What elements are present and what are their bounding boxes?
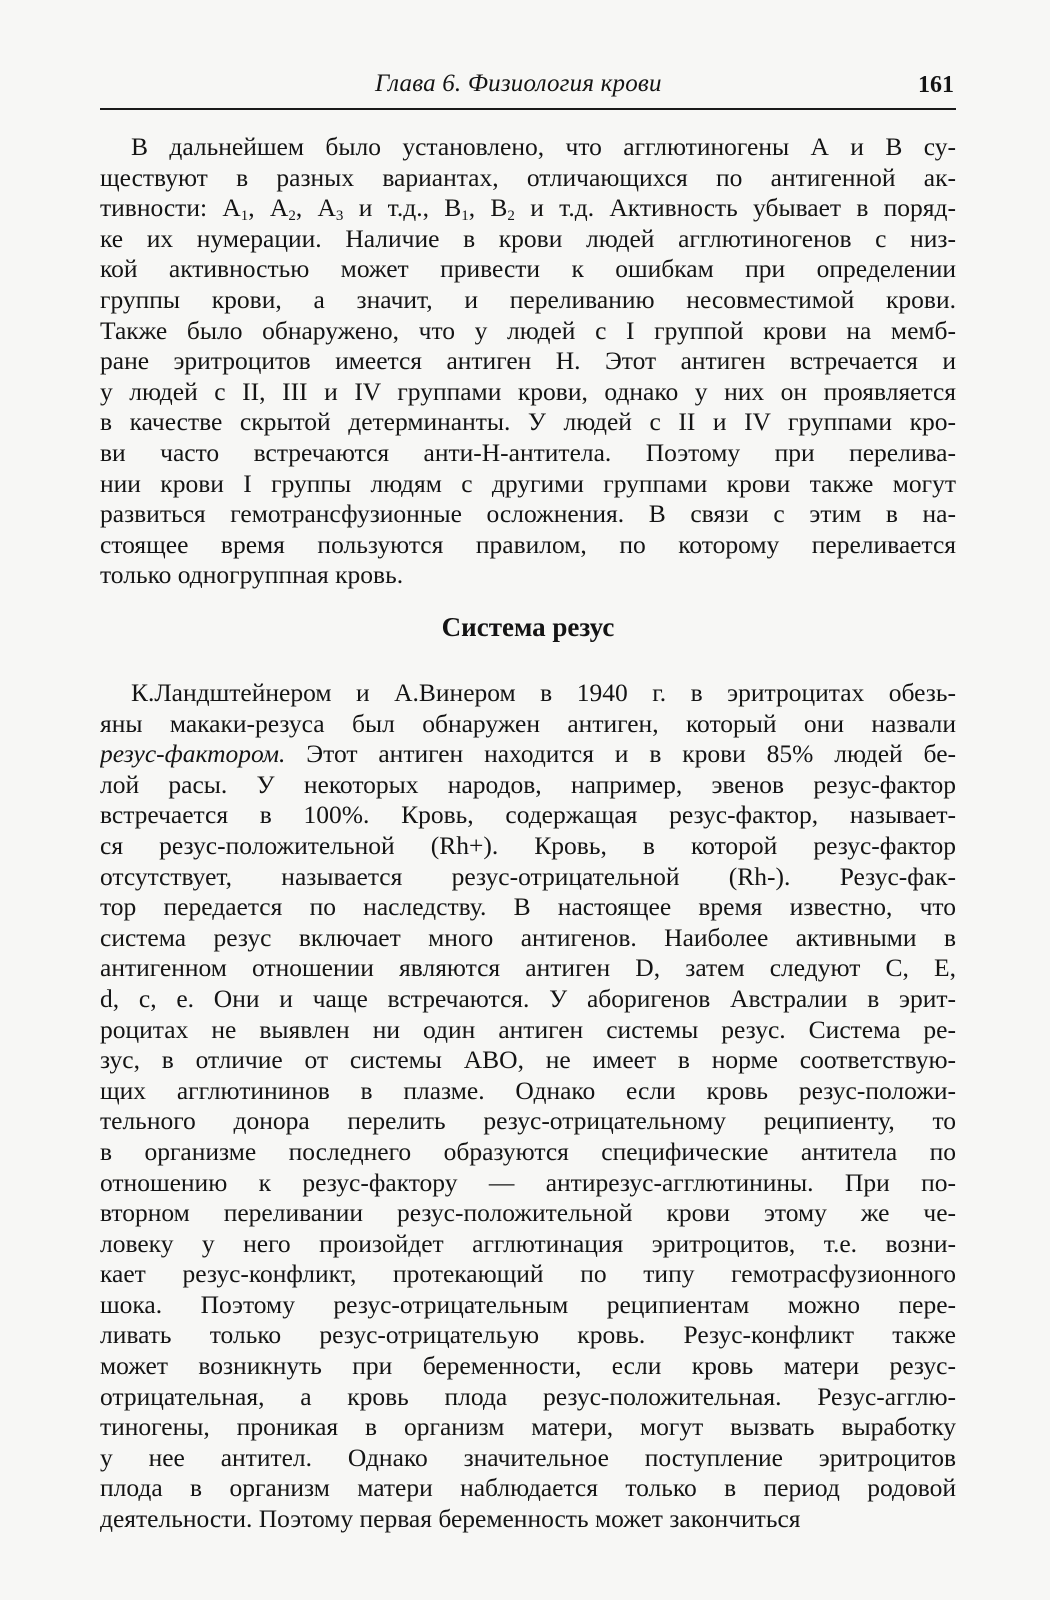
text-line: d, с, е. Они и чаще встречаются. У аборигенов Австралии в эрит- — [100, 983, 956, 1013]
text-line: ливать только резус-отрицательую кровь. Резус-конфликт также — [100, 1320, 956, 1350]
page-header — [100, 64, 956, 110]
text-line: вторном переливании резус-положительной крови этому же че- — [100, 1198, 956, 1228]
text-line: система резус включает много антигенов. Наиболее активными в — [100, 922, 956, 952]
text-line: развиться гемотрансфузионные осложнения. В связи с этим в на- — [100, 499, 956, 529]
text-line: лой расы. У некоторых народов, например, эвенов резус-фактор — [100, 769, 956, 799]
page-number: 161 — [918, 72, 954, 98]
text-line: ловеку у него произойдет агглютинация эритроцитов, т.е. возни- — [100, 1228, 956, 1258]
text-line: тор передается по наследству. В настоящее время известно, что — [100, 892, 956, 922]
text-line: антигенном отношении являются антиген D, затем следуют С, Е, — [100, 953, 956, 983]
text-line: у людей с II, III и IV группами крови, однако у них он проявляется — [100, 376, 956, 406]
text-line: отрицательная, а кровь плода резус-положительная. Резус-агглю- — [100, 1381, 956, 1411]
text-line: ществуют в разных вариантах, отличающихся по антигенной ак- — [100, 162, 956, 192]
text-line: встречается в 100%. Кровь, содержащая резус-фактор, называет- — [100, 800, 956, 830]
subscript: 3 — [335, 208, 344, 224]
text-line: в организме последнего образуются специфические антитела по — [100, 1136, 956, 1166]
text-line: Также было обнаружено, что у людей с I группой крови на мемб- — [100, 315, 956, 345]
text-line: ви часто встречаются анти-Н-антитела. Поэтому при перелива- — [100, 437, 956, 467]
text-line: кает резус-конфликт, протекающий по типу гемотрасфузионного — [100, 1259, 956, 1289]
text-line: ся резус-положительной (Rh+). Кровь, в которой резус-фактор — [100, 830, 956, 860]
subscript: 2 — [507, 208, 515, 224]
text-line: у нее антител. Однако значительное поступление эритроцитов — [100, 1442, 956, 1472]
paragraph-blood-groups — [100, 132, 956, 591]
text-line: может возникнуть при беременности, если кровь матери резус- — [100, 1351, 956, 1381]
text-line: резус-фактором. Этот антиген находится и в крови 85% людей бе- — [100, 739, 956, 769]
text-line: кой активностью может привести к ошибкам при определении — [100, 254, 956, 284]
text-line: роцитах не выявлен ни один антиген системы резус. Система ре- — [100, 1014, 956, 1044]
text-line: В дальнейшем было установлено, что агглютиногены А и В су- — [131, 132, 956, 161]
text-line: ке их нумерации. Наличие в крови людей агглютиногенов с низ- — [100, 223, 956, 253]
text-line: отсутствует, называется резус-отрицательной (Rh-). Резус-фак- — [100, 861, 956, 891]
italic-term: резус-фактором. — [100, 739, 286, 769]
text-line: тивности: $А_1$, $А_2$, $А_3$ и т.д., $В_1$, $В_2$ и т.д. Активность убывает в поряд- — [100, 193, 956, 224]
running-title: Глава 6. Физиология крови — [375, 70, 662, 97]
text-line: шока. Поэтому резус-отрицательным реципиентам можно пере- — [100, 1289, 956, 1319]
text-line: плода в организм матери наблюдается только в период родовой — [100, 1473, 956, 1503]
text-line: отношению к резус-фактору — антирезус-агглютинины. При по- — [100, 1167, 956, 1197]
text-line: тельного донора перелить резус-отрицательному реципиенту, то — [100, 1106, 956, 1136]
text-line: ране эритроцитов имеется антиген Н. Этот антиген встречается и — [100, 346, 956, 376]
paragraph-rhesus-system — [100, 678, 956, 1535]
subscript: 1 — [461, 208, 469, 224]
text-line: группы крови, а значит, и переливанию несовместимой крови. — [100, 284, 956, 314]
text-line: яны макаки-резуса был обнаружен антиген, который они назвали — [100, 708, 956, 738]
subscript: 2 — [288, 208, 296, 224]
text-line: щих агглютининов в плазме. Однако если кровь резус-положи- — [100, 1075, 956, 1105]
section-heading: Система резус — [441, 612, 615, 642]
subscript: 1 — [240, 208, 249, 224]
text-line: тиногены, проникая в организм матери, могут вызвать выработку — [100, 1412, 956, 1442]
text-line: стоящее время пользуются правилом, по которому переливается — [100, 529, 956, 559]
text-line: только одногруппная кровь. — [100, 560, 404, 590]
text-line: нии крови I группы людям с другими группами крови также могут — [100, 468, 956, 498]
text-line: деятельности. Поэтому первая беременность может закончиться — [100, 1504, 801, 1534]
text-line: К.Ландштейнером и А.Винером в 1940 г. в эритроцитах обезь- — [131, 678, 956, 707]
text-line: в качестве скрытой детерминанты. У людей с II и IV группами кро- — [100, 407, 956, 437]
text-line: зус, в отличие от системы АВО, не имеет в норме соответствую- — [100, 1045, 956, 1075]
